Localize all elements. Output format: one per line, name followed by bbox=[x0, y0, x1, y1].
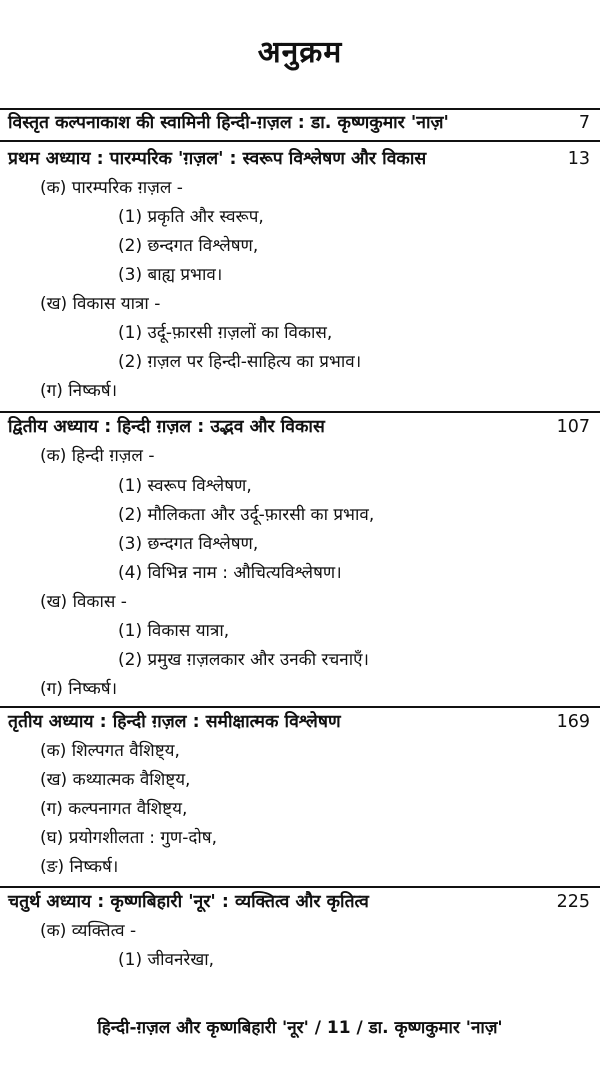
toc-page-number: 107 bbox=[556, 417, 590, 437]
toc-section-text: (क) हिन्दी ग़ज़ल - bbox=[40, 446, 155, 466]
toc-section bbox=[0, 794, 600, 824]
toc-section bbox=[0, 674, 600, 704]
toc-section-text: (ख) विकास यात्रा - bbox=[40, 294, 161, 314]
toc-chapter-title: तृतीय अध्याय : हिन्दी ग़ज़ल : समीक्षात्मक विश्लेषण bbox=[8, 712, 341, 732]
toc-item-text: (1) विकास यात्रा, bbox=[118, 621, 230, 641]
toc-section-text: (घ) प्रयोगशीलता : गुण-दोष, bbox=[40, 828, 217, 848]
toc-item-text: (3) बाह्य प्रभाव। bbox=[118, 265, 223, 285]
toc-item-text: (1) जीवनरेखा, bbox=[118, 950, 215, 970]
toc-section-text: (ग) कल्पनागत वैशिष्ट्य, bbox=[40, 799, 188, 819]
toc-item bbox=[0, 558, 600, 588]
toc-section bbox=[0, 289, 600, 319]
toc-item-text: (2) मौलिकता और उर्दू-फ़ारसी का प्रभाव, bbox=[118, 505, 375, 525]
toc-chapter bbox=[0, 144, 600, 174]
toc-item bbox=[0, 471, 600, 501]
toc-section bbox=[0, 852, 600, 882]
toc-chapter bbox=[0, 887, 600, 917]
toc-page-number: 169 bbox=[556, 712, 590, 732]
toc-section-text: (ग) निष्कर्ष। bbox=[40, 381, 118, 401]
toc-item bbox=[0, 645, 600, 675]
toc-page-number: 225 bbox=[556, 892, 590, 912]
toc-item bbox=[0, 529, 600, 559]
toc-item bbox=[0, 260, 600, 290]
toc-chapter-title: चतुर्थ अध्याय : कृष्णबिहारी 'नूर' : व्यक्तित्व और कृतित्व bbox=[8, 892, 369, 912]
toc-section bbox=[0, 587, 600, 617]
toc-chapter bbox=[0, 707, 600, 737]
toc-section-text: (ख) कथ्यात्मक वैशिष्ट्य, bbox=[40, 770, 191, 790]
toc-item bbox=[0, 945, 600, 975]
toc-item bbox=[0, 500, 600, 530]
toc-item-text: (2) ग़ज़ल पर हिन्दी-साहित्य का प्रभाव। bbox=[118, 352, 362, 372]
toc-chapter bbox=[0, 412, 600, 442]
toc-item-text: (1) प्रकृति और स्वरूप, bbox=[118, 207, 264, 227]
toc-section-text: (क) शिल्पगत वैशिष्ट्य, bbox=[40, 741, 180, 761]
toc-section bbox=[0, 441, 600, 471]
toc-section-text: (ख) विकास - bbox=[40, 592, 127, 612]
toc-chapter-title: द्वितीय अध्याय : हिन्दी ग़ज़ल : उद्भव और विकास bbox=[8, 417, 325, 437]
toc-item bbox=[0, 347, 600, 377]
toc-section bbox=[0, 736, 600, 766]
toc-section bbox=[0, 765, 600, 795]
toc-page-number: 13 bbox=[567, 149, 590, 169]
toc-item bbox=[0, 318, 600, 348]
toc-item-text: (2) छन्दगत विश्लेषण, bbox=[118, 236, 259, 256]
toc-item bbox=[0, 616, 600, 646]
page-footer: हिन्दी-ग़ज़ल और कृष्णबिहारी 'नूर' / 11 / डा. कृष्णकुमार 'नाज़' bbox=[97, 1018, 503, 1038]
toc-section-text: (ग) निष्कर्ष। bbox=[40, 679, 118, 699]
toc-item-text: (4) विभिन्न नाम : औचित्यविश्लेषण। bbox=[118, 563, 342, 583]
toc-chapter-title: विस्तृत कल्पनाकाश की स्वामिनी हिन्दी-ग़ज़ल : डा. कृष्णकुमार 'नाज़' bbox=[8, 113, 449, 133]
toc-item-text: (2) प्रमुख ग़ज़लकार और उनकी रचनाएँ। bbox=[118, 650, 369, 670]
page-title: अनुक्रम bbox=[257, 35, 343, 70]
toc-item bbox=[0, 202, 600, 232]
toc-item-text: (1) स्वरूप विश्लेषण, bbox=[118, 476, 252, 496]
toc-chapter bbox=[0, 108, 600, 138]
toc-section bbox=[0, 376, 600, 406]
toc-item-text: (1) उर्दू-फ़ारसी ग़ज़लों का विकास, bbox=[118, 323, 333, 343]
toc-section-text: (क) व्यक्तित्व - bbox=[40, 921, 137, 941]
toc-page-number: 7 bbox=[578, 113, 590, 133]
toc-item bbox=[0, 231, 600, 261]
toc-section-text: (क) पारम्परिक ग़ज़ल - bbox=[40, 178, 183, 198]
toc-section bbox=[0, 823, 600, 853]
divider bbox=[0, 140, 600, 142]
toc-section-text: (ङ) निष्कर्ष। bbox=[40, 857, 119, 877]
toc-chapter-title: प्रथम अध्याय : पारम्परिक 'ग़ज़ल' : स्वरूप विश्लेषण और विकास bbox=[8, 149, 427, 169]
toc-item-text: (3) छन्दगत विश्लेषण, bbox=[118, 534, 259, 554]
toc-section bbox=[0, 173, 600, 203]
toc-section bbox=[0, 916, 600, 946]
